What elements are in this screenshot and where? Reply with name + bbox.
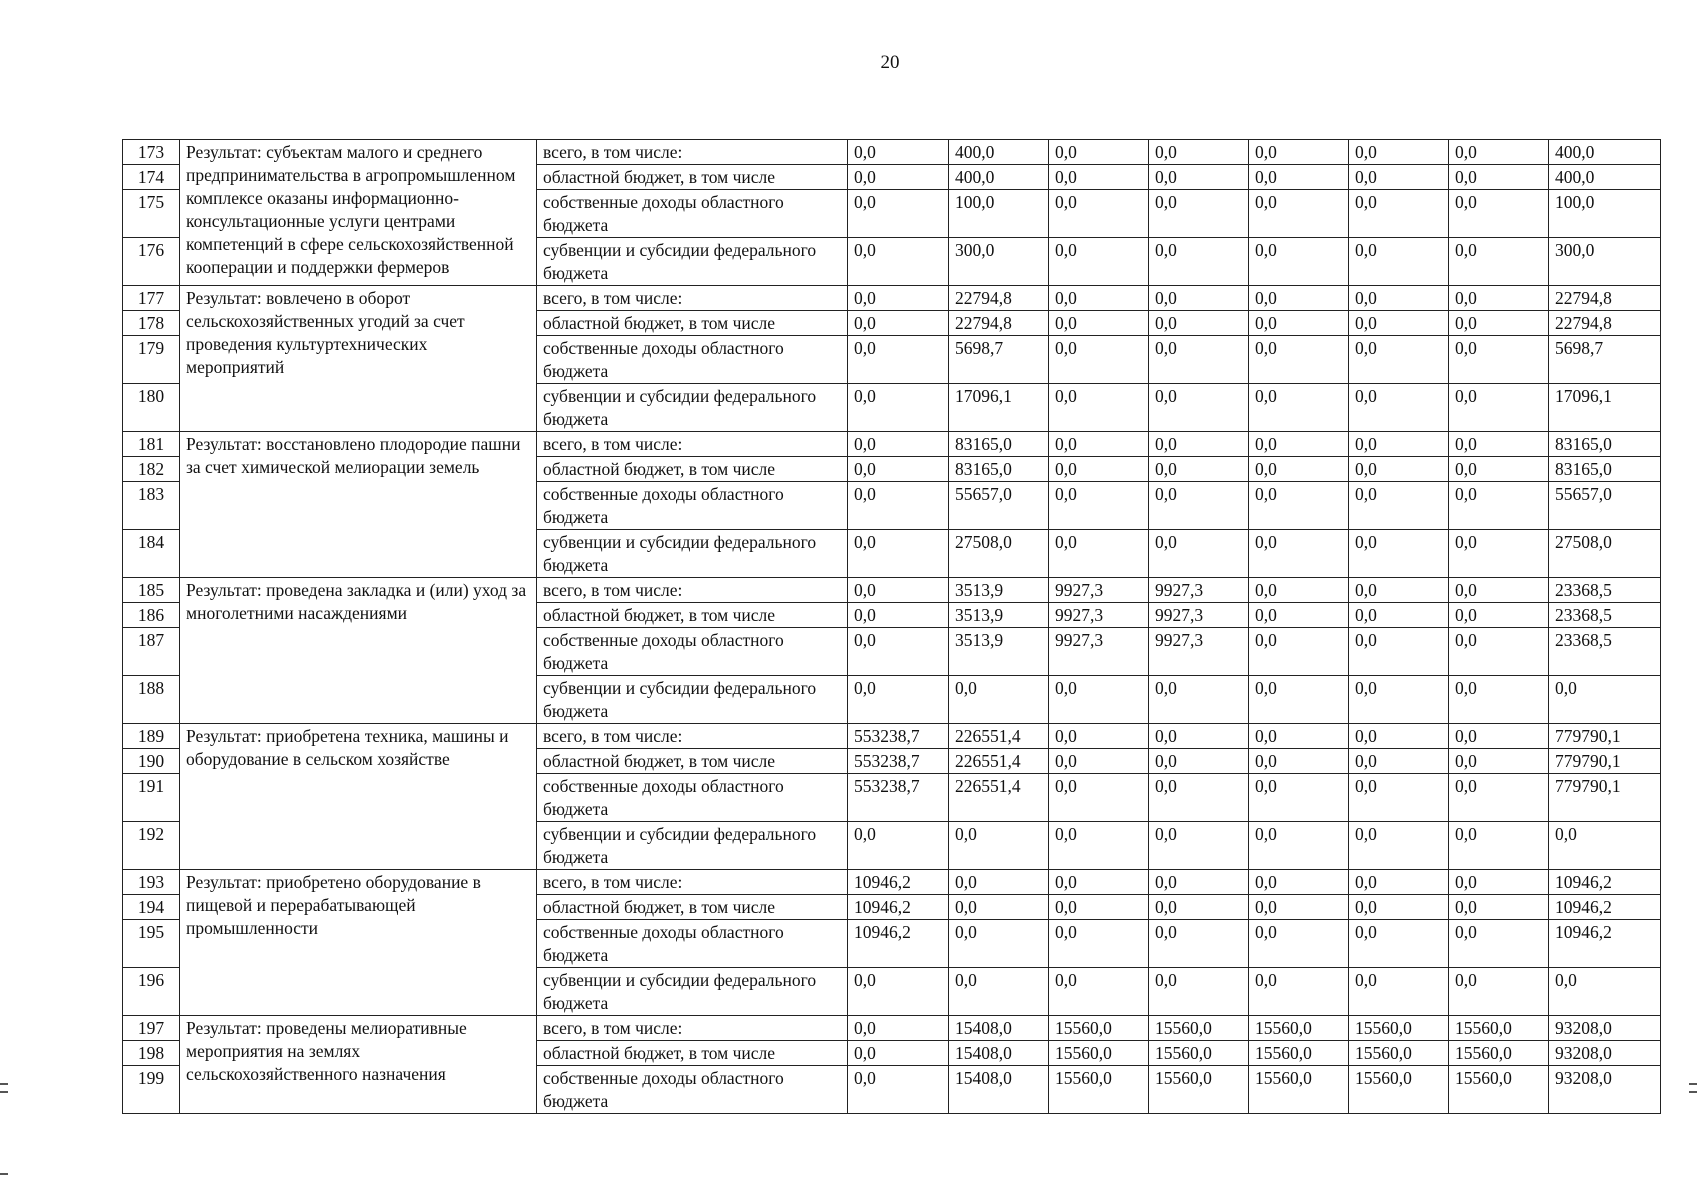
year-value-cell: 0,0 xyxy=(848,968,949,1016)
total-value-cell: 27508,0 xyxy=(1549,530,1661,578)
year-value-cell: 226551,4 xyxy=(949,774,1049,822)
funding-source-cell: всего, в том числе: xyxy=(537,870,848,895)
year-value-cell: 15560,0 xyxy=(1349,1066,1449,1114)
funding-source-cell: областной бюджет, в том числе xyxy=(537,165,848,190)
year-value-cell: 0,0 xyxy=(1249,749,1349,774)
year-value-cell: 0,0 xyxy=(1249,870,1349,895)
year-value-cell: 553238,7 xyxy=(848,724,949,749)
year-value-cell: 0,0 xyxy=(1449,774,1549,822)
year-value-cell: 17096,1 xyxy=(949,384,1049,432)
year-value-cell: 0,0 xyxy=(1449,895,1549,920)
year-value-cell: 0,0 xyxy=(1249,432,1349,457)
total-value-cell: 10946,2 xyxy=(1549,895,1661,920)
row-number-cell: 187 xyxy=(123,628,180,676)
total-value-cell: 93208,0 xyxy=(1549,1016,1661,1041)
year-value-cell: 0,0 xyxy=(1049,140,1149,165)
year-value-cell: 0,0 xyxy=(1349,140,1449,165)
year-value-cell: 0,0 xyxy=(1349,724,1449,749)
row-number-cell: 182 xyxy=(123,457,180,482)
total-value-cell: 400,0 xyxy=(1549,165,1661,190)
year-value-cell: 0,0 xyxy=(1349,774,1449,822)
year-value-cell: 0,0 xyxy=(1149,457,1249,482)
year-value-cell: 0,0 xyxy=(1249,724,1349,749)
year-value-cell: 0,0 xyxy=(1249,190,1349,238)
row-number-cell: 199 xyxy=(123,1066,180,1114)
year-value-cell: 0,0 xyxy=(1349,457,1449,482)
row-number-cell: 190 xyxy=(123,749,180,774)
total-value-cell: 23368,5 xyxy=(1549,578,1661,603)
year-value-cell: 0,0 xyxy=(1449,286,1549,311)
year-value-cell: 0,0 xyxy=(1049,384,1149,432)
row-number-cell: 192 xyxy=(123,822,180,870)
budget-table xyxy=(122,139,1661,1114)
year-value-cell: 553238,7 xyxy=(848,774,949,822)
year-value-cell: 0,0 xyxy=(848,676,949,724)
funding-source-cell: областной бюджет, в том числе xyxy=(537,1041,848,1066)
year-value-cell: 0,0 xyxy=(1449,482,1549,530)
year-value-cell: 0,0 xyxy=(1249,628,1349,676)
year-value-cell: 0,0 xyxy=(1149,676,1249,724)
year-value-cell: 400,0 xyxy=(949,165,1049,190)
total-value-cell: 55657,0 xyxy=(1549,482,1661,530)
year-value-cell: 22794,8 xyxy=(949,286,1049,311)
year-value-cell: 0,0 xyxy=(1349,482,1449,530)
year-value-cell: 0,0 xyxy=(1449,238,1549,286)
year-value-cell: 0,0 xyxy=(1049,432,1149,457)
total-value-cell: 10946,2 xyxy=(1549,870,1661,895)
row-number-cell: 177 xyxy=(123,286,180,311)
year-value-cell: 0,0 xyxy=(1049,774,1149,822)
year-value-cell: 0,0 xyxy=(949,920,1049,968)
year-value-cell: 15560,0 xyxy=(1249,1016,1349,1041)
result-description-cell: Результат: проведена закладка и (или) уход за многолетними насаждениями xyxy=(180,578,537,724)
year-value-cell: 3513,9 xyxy=(949,603,1049,628)
row-number-cell: 195 xyxy=(123,920,180,968)
row-number-cell: 197 xyxy=(123,1016,180,1041)
year-value-cell: 0,0 xyxy=(848,822,949,870)
year-value-cell: 0,0 xyxy=(1449,311,1549,336)
year-value-cell: 15560,0 xyxy=(1449,1016,1549,1041)
year-value-cell: 0,0 xyxy=(1149,140,1249,165)
year-value-cell: 0,0 xyxy=(1249,457,1349,482)
year-value-cell: 0,0 xyxy=(1149,238,1249,286)
year-value-cell: 0,0 xyxy=(1249,384,1349,432)
row-number-cell: 181 xyxy=(123,432,180,457)
result-description-cell: Результат: приобретена техника, машины и оборудование в сельском хозяйстве xyxy=(180,724,537,870)
row-number-cell: 176 xyxy=(123,238,180,286)
year-value-cell: 0,0 xyxy=(1149,190,1249,238)
margin-mark xyxy=(1689,1091,1697,1093)
year-value-cell: 15560,0 xyxy=(1349,1016,1449,1041)
year-value-cell: 226551,4 xyxy=(949,749,1049,774)
total-value-cell: 93208,0 xyxy=(1549,1041,1661,1066)
year-value-cell: 15560,0 xyxy=(1249,1041,1349,1066)
table-row xyxy=(123,286,1661,311)
row-number-cell: 196 xyxy=(123,968,180,1016)
total-value-cell: 83165,0 xyxy=(1549,457,1661,482)
funding-source-cell: собственные доходы областного бюджета xyxy=(537,482,848,530)
row-number-cell: 189 xyxy=(123,724,180,749)
year-value-cell: 0,0 xyxy=(848,482,949,530)
funding-source-cell: областной бюджет, в том числе xyxy=(537,749,848,774)
row-number-cell: 183 xyxy=(123,482,180,530)
year-value-cell: 9927,3 xyxy=(1149,628,1249,676)
funding-source-cell: субвенции и субсидии федерального бюджета xyxy=(537,238,848,286)
year-value-cell: 0,0 xyxy=(1049,895,1149,920)
margin-mark xyxy=(0,1091,8,1093)
year-value-cell: 0,0 xyxy=(1449,578,1549,603)
total-value-cell: 400,0 xyxy=(1549,140,1661,165)
funding-source-cell: собственные доходы областного бюджета xyxy=(537,1066,848,1114)
year-value-cell: 10946,2 xyxy=(848,895,949,920)
year-value-cell: 15560,0 xyxy=(1149,1066,1249,1114)
table-row xyxy=(123,724,1661,749)
year-value-cell: 83165,0 xyxy=(949,457,1049,482)
year-value-cell: 0,0 xyxy=(848,140,949,165)
total-value-cell: 779790,1 xyxy=(1549,774,1661,822)
year-value-cell: 0,0 xyxy=(1349,190,1449,238)
year-value-cell: 0,0 xyxy=(1149,774,1249,822)
year-value-cell: 3513,9 xyxy=(949,578,1049,603)
year-value-cell: 15408,0 xyxy=(949,1066,1049,1114)
year-value-cell: 0,0 xyxy=(1149,822,1249,870)
year-value-cell: 0,0 xyxy=(1349,676,1449,724)
row-number-cell: 184 xyxy=(123,530,180,578)
year-value-cell: 15560,0 xyxy=(1249,1066,1349,1114)
year-value-cell: 0,0 xyxy=(1149,336,1249,384)
total-value-cell: 779790,1 xyxy=(1549,724,1661,749)
funding-source-cell: собственные доходы областного бюджета xyxy=(537,774,848,822)
year-value-cell: 300,0 xyxy=(949,238,1049,286)
funding-source-cell: субвенции и субсидии федерального бюджета xyxy=(537,676,848,724)
year-value-cell: 0,0 xyxy=(1449,190,1549,238)
year-value-cell: 0,0 xyxy=(1049,724,1149,749)
year-value-cell: 0,0 xyxy=(1349,968,1449,1016)
year-value-cell: 0,0 xyxy=(1049,822,1149,870)
year-value-cell: 0,0 xyxy=(848,603,949,628)
year-value-cell: 0,0 xyxy=(1049,190,1149,238)
year-value-cell: 10946,2 xyxy=(848,870,949,895)
funding-source-cell: субвенции и субсидии федерального бюджета xyxy=(537,968,848,1016)
year-value-cell: 0,0 xyxy=(1349,578,1449,603)
total-value-cell: 0,0 xyxy=(1549,968,1661,1016)
funding-source-cell: собственные доходы областного бюджета xyxy=(537,628,848,676)
table-row xyxy=(123,140,1661,165)
year-value-cell: 0,0 xyxy=(1249,530,1349,578)
year-value-cell: 0,0 xyxy=(1249,482,1349,530)
total-value-cell: 17096,1 xyxy=(1549,384,1661,432)
year-value-cell: 15560,0 xyxy=(1449,1041,1549,1066)
year-value-cell: 0,0 xyxy=(1249,968,1349,1016)
funding-source-cell: областной бюджет, в том числе xyxy=(537,457,848,482)
year-value-cell: 0,0 xyxy=(1149,384,1249,432)
year-value-cell: 15560,0 xyxy=(1349,1041,1449,1066)
margin-mark xyxy=(1689,1083,1697,1085)
year-value-cell: 0,0 xyxy=(1049,676,1149,724)
year-value-cell: 22794,8 xyxy=(949,311,1049,336)
year-value-cell: 0,0 xyxy=(1049,968,1149,1016)
funding-source-cell: всего, в том числе: xyxy=(537,724,848,749)
row-number-cell: 198 xyxy=(123,1041,180,1066)
year-value-cell: 0,0 xyxy=(1449,676,1549,724)
year-value-cell: 0,0 xyxy=(1149,530,1249,578)
row-number-cell: 185 xyxy=(123,578,180,603)
year-value-cell: 553238,7 xyxy=(848,749,949,774)
total-value-cell: 779790,1 xyxy=(1549,749,1661,774)
row-number-cell: 180 xyxy=(123,384,180,432)
result-description-cell: Результат: вовлечено в оборот сельскохозяйственных угодий за счет проведения культуртехнических мероприятий xyxy=(180,286,537,432)
funding-source-cell: собственные доходы областного бюджета xyxy=(537,190,848,238)
year-value-cell: 0,0 xyxy=(848,530,949,578)
table-row xyxy=(123,870,1661,895)
year-value-cell: 0,0 xyxy=(848,384,949,432)
table-row xyxy=(123,432,1661,457)
total-value-cell: 93208,0 xyxy=(1549,1066,1661,1114)
funding-source-cell: всего, в том числе: xyxy=(537,140,848,165)
year-value-cell: 0,0 xyxy=(1249,603,1349,628)
year-value-cell: 0,0 xyxy=(848,1041,949,1066)
total-value-cell: 22794,8 xyxy=(1549,286,1661,311)
funding-source-cell: собственные доходы областного бюджета xyxy=(537,336,848,384)
row-number-cell: 179 xyxy=(123,336,180,384)
year-value-cell: 0,0 xyxy=(848,432,949,457)
year-value-cell: 15560,0 xyxy=(1149,1041,1249,1066)
year-value-cell: 0,0 xyxy=(1449,920,1549,968)
year-value-cell: 0,0 xyxy=(1449,140,1549,165)
year-value-cell: 83165,0 xyxy=(949,432,1049,457)
year-value-cell: 0,0 xyxy=(1349,920,1449,968)
year-value-cell: 0,0 xyxy=(1349,165,1449,190)
year-value-cell: 0,0 xyxy=(1349,286,1449,311)
year-value-cell: 0,0 xyxy=(1249,286,1349,311)
year-value-cell: 0,0 xyxy=(848,628,949,676)
row-number-cell: 193 xyxy=(123,870,180,895)
year-value-cell: 15560,0 xyxy=(1049,1041,1149,1066)
year-value-cell: 0,0 xyxy=(848,190,949,238)
year-value-cell: 0,0 xyxy=(1449,724,1549,749)
year-value-cell: 0,0 xyxy=(1349,895,1449,920)
total-value-cell: 0,0 xyxy=(1549,676,1661,724)
year-value-cell: 0,0 xyxy=(949,895,1049,920)
year-value-cell: 15408,0 xyxy=(949,1016,1049,1041)
funding-source-cell: всего, в том числе: xyxy=(537,286,848,311)
table-row xyxy=(123,1016,1661,1041)
year-value-cell: 0,0 xyxy=(1149,749,1249,774)
year-value-cell: 0,0 xyxy=(1349,628,1449,676)
row-number-cell: 173 xyxy=(123,140,180,165)
year-value-cell: 0,0 xyxy=(1249,822,1349,870)
year-value-cell: 0,0 xyxy=(1249,920,1349,968)
year-value-cell: 0,0 xyxy=(1149,432,1249,457)
row-number-cell: 174 xyxy=(123,165,180,190)
year-value-cell: 0,0 xyxy=(1149,482,1249,530)
year-value-cell: 15560,0 xyxy=(1049,1016,1149,1041)
year-value-cell: 15408,0 xyxy=(949,1041,1049,1066)
row-number-cell: 191 xyxy=(123,774,180,822)
margin-mark xyxy=(0,1083,8,1085)
year-value-cell: 400,0 xyxy=(949,140,1049,165)
year-value-cell: 0,0 xyxy=(1349,238,1449,286)
year-value-cell: 0,0 xyxy=(1149,920,1249,968)
funding-source-cell: областной бюджет, в том числе xyxy=(537,895,848,920)
year-value-cell: 9927,3 xyxy=(1049,628,1149,676)
year-value-cell: 15560,0 xyxy=(1049,1066,1149,1114)
year-value-cell: 0,0 xyxy=(1349,336,1449,384)
year-value-cell: 0,0 xyxy=(1249,895,1349,920)
year-value-cell: 0,0 xyxy=(1049,286,1149,311)
year-value-cell: 0,0 xyxy=(848,286,949,311)
year-value-cell: 0,0 xyxy=(1049,311,1149,336)
year-value-cell: 10946,2 xyxy=(848,920,949,968)
year-value-cell: 0,0 xyxy=(1249,311,1349,336)
page-number: 20 xyxy=(880,52,900,73)
funding-source-cell: областной бюджет, в том числе xyxy=(537,603,848,628)
year-value-cell: 0,0 xyxy=(848,336,949,384)
year-value-cell: 0,0 xyxy=(1349,530,1449,578)
year-value-cell: 0,0 xyxy=(1349,384,1449,432)
result-description-cell: Результат: субъектам малого и среднего предпринимательства в агропромышленном комплексе оказаны информационно-консультационные услуги центрами компетенций в сфере сельскохозяйственной кооперации и поддержки фермеров xyxy=(180,140,537,286)
funding-source-cell: субвенции и субсидии федерального бюджета xyxy=(537,530,848,578)
year-value-cell: 0,0 xyxy=(1249,578,1349,603)
year-value-cell: 27508,0 xyxy=(949,530,1049,578)
year-value-cell: 0,0 xyxy=(1449,530,1549,578)
year-value-cell: 0,0 xyxy=(1249,336,1349,384)
row-number-cell: 175 xyxy=(123,190,180,238)
year-value-cell: 0,0 xyxy=(1049,457,1149,482)
year-value-cell: 0,0 xyxy=(1449,165,1549,190)
year-value-cell: 0,0 xyxy=(1249,165,1349,190)
year-value-cell: 0,0 xyxy=(1249,774,1349,822)
year-value-cell: 55657,0 xyxy=(949,482,1049,530)
year-value-cell: 0,0 xyxy=(1049,482,1149,530)
year-value-cell: 9927,3 xyxy=(1149,603,1249,628)
funding-source-cell: собственные доходы областного бюджета xyxy=(537,920,848,968)
year-value-cell: 0,0 xyxy=(1449,968,1549,1016)
year-value-cell: 0,0 xyxy=(1149,165,1249,190)
margin-mark xyxy=(0,1173,8,1175)
year-value-cell: 0,0 xyxy=(848,238,949,286)
year-value-cell: 0,0 xyxy=(848,311,949,336)
table-row xyxy=(123,578,1661,603)
year-value-cell: 100,0 xyxy=(949,190,1049,238)
year-value-cell: 0,0 xyxy=(1349,432,1449,457)
year-value-cell: 3513,9 xyxy=(949,628,1049,676)
total-value-cell: 22794,8 xyxy=(1549,311,1661,336)
year-value-cell: 0,0 xyxy=(1449,336,1549,384)
year-value-cell: 0,0 xyxy=(848,165,949,190)
year-value-cell: 0,0 xyxy=(1449,603,1549,628)
year-value-cell: 0,0 xyxy=(949,676,1049,724)
year-value-cell: 0,0 xyxy=(1149,311,1249,336)
funding-source-cell: всего, в том числе: xyxy=(537,578,848,603)
row-number-cell: 194 xyxy=(123,895,180,920)
year-value-cell: 0,0 xyxy=(949,822,1049,870)
year-value-cell: 0,0 xyxy=(1149,286,1249,311)
total-value-cell: 0,0 xyxy=(1549,822,1661,870)
total-value-cell: 300,0 xyxy=(1549,238,1661,286)
year-value-cell: 15560,0 xyxy=(1449,1066,1549,1114)
year-value-cell: 0,0 xyxy=(1449,749,1549,774)
year-value-cell: 0,0 xyxy=(1049,238,1149,286)
year-value-cell: 0,0 xyxy=(848,457,949,482)
year-value-cell: 0,0 xyxy=(1349,311,1449,336)
row-number-cell: 178 xyxy=(123,311,180,336)
total-value-cell: 10946,2 xyxy=(1549,920,1661,968)
year-value-cell: 0,0 xyxy=(1349,603,1449,628)
total-value-cell: 83165,0 xyxy=(1549,432,1661,457)
funding-source-cell: субвенции и субсидии федерального бюджета xyxy=(537,384,848,432)
year-value-cell: 5698,7 xyxy=(949,336,1049,384)
year-value-cell: 0,0 xyxy=(949,870,1049,895)
year-value-cell: 9927,3 xyxy=(1049,578,1149,603)
total-value-cell: 5698,7 xyxy=(1549,336,1661,384)
year-value-cell: 15560,0 xyxy=(1149,1016,1249,1041)
year-value-cell: 0,0 xyxy=(1449,628,1549,676)
year-value-cell: 0,0 xyxy=(1049,530,1149,578)
row-number-cell: 186 xyxy=(123,603,180,628)
year-value-cell: 0,0 xyxy=(1349,749,1449,774)
year-value-cell: 0,0 xyxy=(1049,870,1149,895)
year-value-cell: 0,0 xyxy=(1249,238,1349,286)
result-description-cell: Результат: восстановлено плодородие пашни за счет химической мелиорации земель xyxy=(180,432,537,578)
year-value-cell: 0,0 xyxy=(1149,968,1249,1016)
year-value-cell: 9927,3 xyxy=(1049,603,1149,628)
year-value-cell: 0,0 xyxy=(1049,165,1149,190)
year-value-cell: 0,0 xyxy=(848,1016,949,1041)
year-value-cell: 0,0 xyxy=(949,968,1049,1016)
year-value-cell: 0,0 xyxy=(1049,749,1149,774)
year-value-cell: 0,0 xyxy=(1249,140,1349,165)
year-value-cell: 0,0 xyxy=(1449,870,1549,895)
year-value-cell: 226551,4 xyxy=(949,724,1049,749)
result-description-cell: Результат: проведены мелиоративные мероприятия на землях сельскохозяйственного назначения xyxy=(180,1016,537,1114)
year-value-cell: 0,0 xyxy=(848,1066,949,1114)
table-body xyxy=(123,140,1661,1114)
year-value-cell: 0,0 xyxy=(1249,676,1349,724)
year-value-cell: 0,0 xyxy=(1349,822,1449,870)
year-value-cell: 0,0 xyxy=(1049,920,1149,968)
funding-source-cell: областной бюджет, в том числе xyxy=(537,311,848,336)
result-description-cell: Результат: приобретено оборудование в пищевой и перерабатывающей промышленности xyxy=(180,870,537,1016)
funding-source-cell: всего, в том числе: xyxy=(537,432,848,457)
total-value-cell: 23368,5 xyxy=(1549,628,1661,676)
year-value-cell: 0,0 xyxy=(1149,870,1249,895)
row-number-cell: 188 xyxy=(123,676,180,724)
total-value-cell: 100,0 xyxy=(1549,190,1661,238)
year-value-cell: 0,0 xyxy=(1149,724,1249,749)
total-value-cell: 23368,5 xyxy=(1549,603,1661,628)
funding-source-cell: всего, в том числе: xyxy=(537,1016,848,1041)
year-value-cell: 0,0 xyxy=(1349,870,1449,895)
year-value-cell: 0,0 xyxy=(1049,336,1149,384)
year-value-cell: 0,0 xyxy=(1149,895,1249,920)
funding-source-cell: субвенции и субсидии федерального бюджета xyxy=(537,822,848,870)
year-value-cell: 0,0 xyxy=(1449,457,1549,482)
year-value-cell: 0,0 xyxy=(1449,384,1549,432)
year-value-cell: 0,0 xyxy=(848,578,949,603)
year-value-cell: 0,0 xyxy=(1449,432,1549,457)
year-value-cell: 9927,3 xyxy=(1149,578,1249,603)
year-value-cell: 0,0 xyxy=(1449,822,1549,870)
